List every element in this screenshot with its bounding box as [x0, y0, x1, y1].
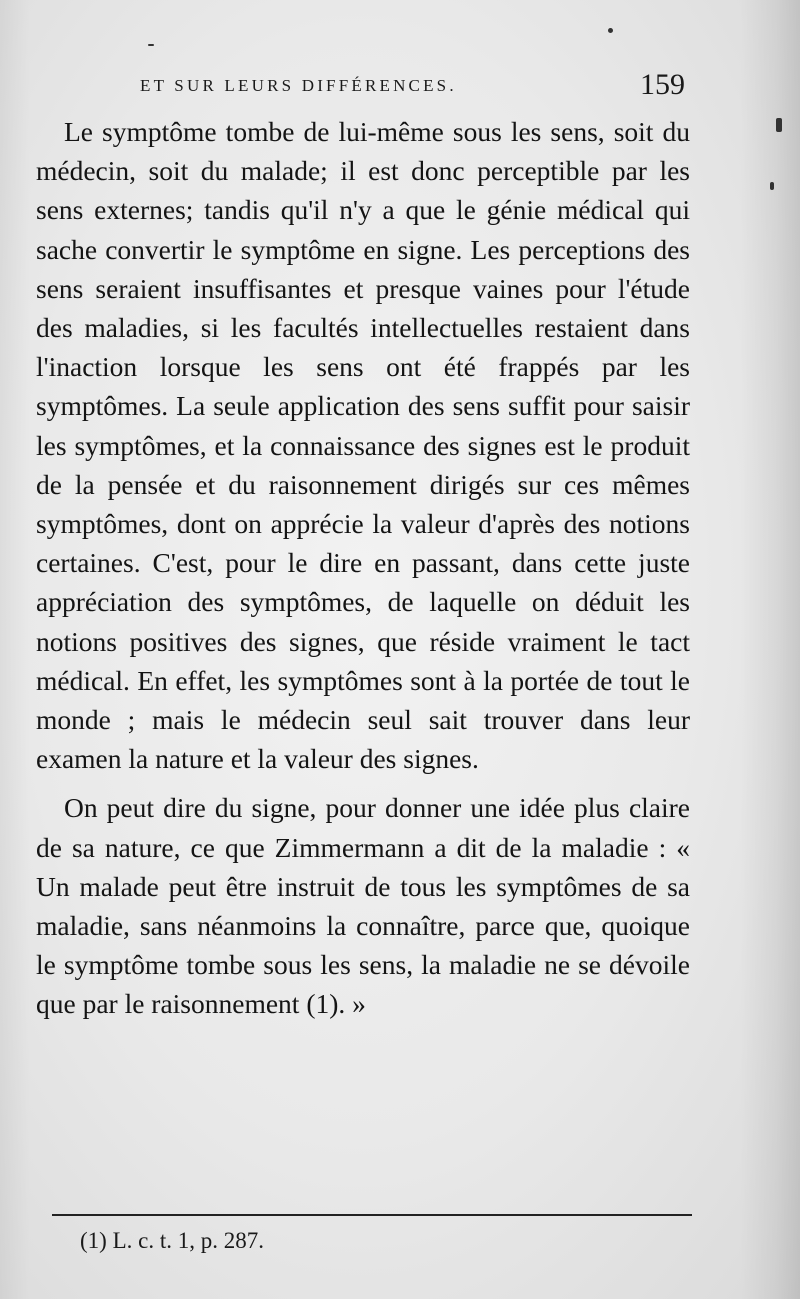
page-header	[140, 68, 685, 108]
page-gutter-shadow	[0, 0, 30, 1299]
footnote: (1) L. c. t. 1, p. 287.	[80, 1228, 264, 1253]
footnote-rule	[52, 1214, 692, 1216]
page-edge-shadow	[740, 0, 800, 1299]
body-text	[36, 112, 690, 1024]
page-number: 159	[640, 68, 685, 101]
ink-speck	[148, 44, 154, 46]
paragraph-1: Le symptôme tombe de lui-même sous les sens, soit du médecin, soit du malade; il est donc perceptible par les sens externes; tandis qu'il n'y a que le génie médical qui sache convertir le symptôme en signe. Les perceptions des sens seraient insuffisantes et presque vaines pour l'étude des maladies, si les facultés intellectuelles restaient dans l'inaction lorsque les sens ont été frappés par les symptômes. La seule application des sens suffit pour saisir les symptômes, et la connaissance des signes est le produit de la pensée et du raisonnement dirigés sur ces mêmes symptômes, dont on apprécie la valeur d'après des notions certaines. C'est, pour le dire en passant, dans cette juste appréciation des symptômes, de laquelle on déduit les notions positives des signes, que réside vraiment le tact médical. En effet, les symptômes sont à la portée de tout le monde ; mais le médecin seul sait trouver dans leur examen la nature et la valeur des signes.	[36, 116, 690, 775]
ink-speck	[770, 182, 774, 190]
paragraph-2: On peut dire du signe, pour donner une idée plus claire de sa nature, ce que Zimmermann a dit de la maladie : « Un malade peut être instruit de tous les symptômes de sa maladie, sans néanmoins la connaître, parce que, quoique le symptôme tombe sous les sens, la maladie ne se dévoile que par le raisonnement (1). »	[36, 792, 690, 1020]
ink-speck	[608, 28, 613, 33]
ink-speck	[776, 118, 782, 132]
running-head: ET SUR LEURS DIFFÉRENCES.	[140, 76, 457, 95]
